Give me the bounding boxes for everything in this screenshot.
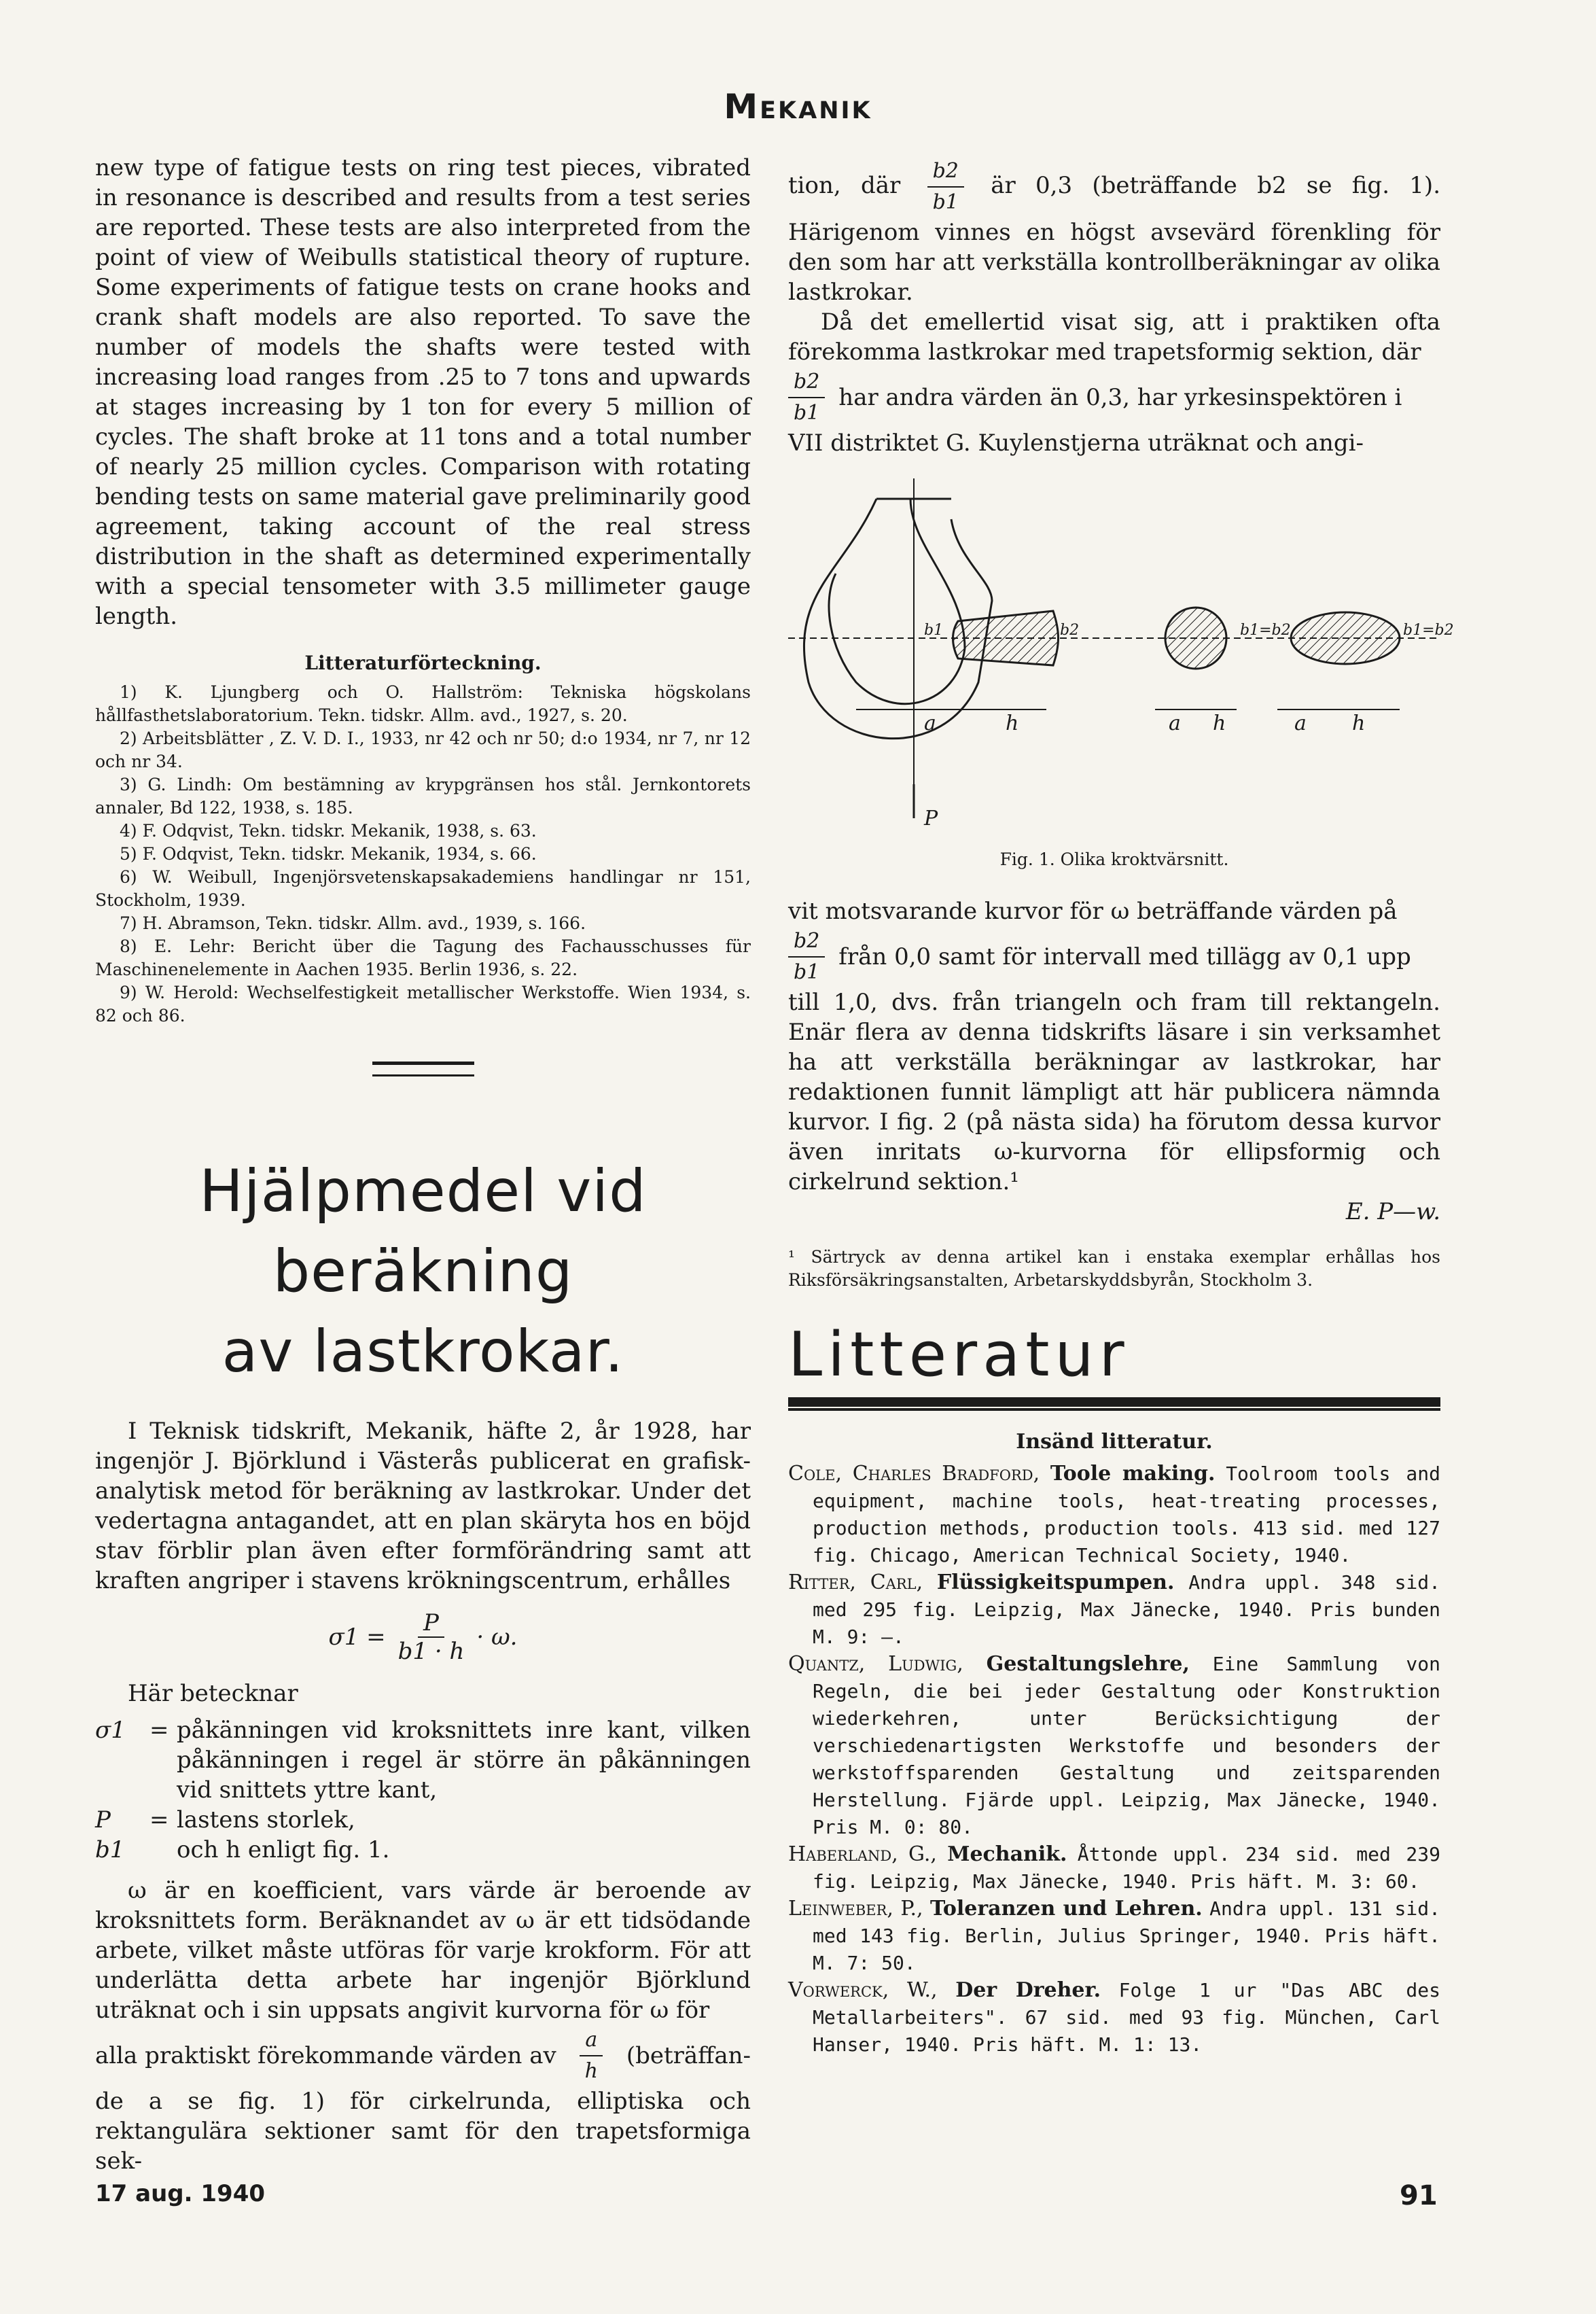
literature-author: Cole, Charles Bradford, (788, 1462, 1040, 1486)
left-column (95, 153, 751, 2176)
article-paragraph-1: I Teknisk tidskrift, Mekanik, häfte 2, år 1928, har ingenjör J. Björklund i Västerås publicerat en grafisk-analytisk metod för beräkning av lastkrokar. Under det vedertagna antagandet, att en plan skäryta hos en böjd stav förblir plan även efter formförändring samt att kraften angriper i stavens krökningscentrum, erhålles (95, 1418, 751, 1594)
reference-item: 7) H. Abramson, Tekn. tidskr. Allm. avd., 1939, s. 166. (120, 913, 586, 933)
reference-item: 3) G. Lindh: Om bestämning av krypgränsen hos stål. Jernkontorets annaler, Bd 122, 1938, s. 185. (95, 775, 751, 818)
literature-author: Quantz, Ludwig, (788, 1652, 963, 1676)
literature-author: Ritter, Carl, (788, 1571, 923, 1594)
stress-formula (95, 1609, 751, 1665)
reference-item: 6) W. Weibull, Ingenjörsvetenskapsakademiens handlingar nr 151, Stockholm, 1939. (95, 867, 751, 910)
a-over-h-fraction (580, 2025, 603, 2086)
article-title-line1: Hjälpmedel vid beräkning (199, 1157, 647, 1305)
symbol-definitions (95, 1715, 751, 1865)
definition-eq: = (149, 1806, 169, 1834)
article-paragraph-2: ω är en koefficient, vars värde är beroende av kroksnittets form. Beräknandet av ω är ett tidsödande arbete, vilket måste utföras för varje krokform. För att underlätta detta arbete har ingenjör Björklund uträknat och i sin uppsats angivit kurvorna för ω för (95, 1877, 751, 2024)
hook-cross-sections-diagram (788, 478, 1454, 845)
literature-details: Folge 1 ur "Das ABC des Metallarbeiters". 67 sid. med 93 fig. München, Carl Hanser, 1940. Pris häft. M. 1: 13. (813, 1979, 1440, 2056)
hook-outline-inner (829, 499, 965, 704)
definition-desc: lastens storlek, (177, 1806, 355, 1834)
literature-title: Toole making. (1050, 1462, 1216, 1486)
right-paragraph-2: Då det emellertid visat sig, att i praktiken ofta förekomma lastkrokar med trapetsformig sektion, där (788, 309, 1440, 366)
literature-thin-rule (788, 1408, 1440, 1411)
reference-item: 8) E. Lehr: Bericht über die Tagung des Fachausschusses für Maschinenelemente in Aachen 1935. Berlin 1936, s. 22. (95, 936, 751, 979)
formula-lhs: σ1 = (328, 1624, 386, 1651)
right-column (788, 156, 1454, 2058)
literature-thick-rule (788, 1397, 1440, 1407)
literature-title: Litteratur (788, 1319, 1130, 1390)
label-h-3: h (1352, 712, 1366, 735)
label-a-3: a (1294, 712, 1307, 735)
article-body-2 (95, 1876, 751, 2176)
label-b2: b2 (1060, 622, 1080, 639)
b2-over-b1-fraction (927, 156, 964, 217)
literature-title: Mechanik. (947, 1842, 1067, 1866)
article-title (95, 1151, 751, 1392)
article-paragraph-3 (95, 2025, 751, 2086)
a-over-h-den: h (584, 2059, 598, 2083)
literature-details: Andra uppl. 131 sid. med 143 fig. Berlin, Julius Springer, 1940. Pris häft. M. 7: 50. (813, 1897, 1440, 1974)
literature-title: Flüssigkeitspumpen. (936, 1571, 1175, 1594)
label-a-1: a (924, 712, 936, 735)
formula-denominator: b1 · h (397, 1638, 465, 1665)
literature-author: Leinweber, P., (788, 1897, 923, 1921)
definition-desc: och h enligt fig. 1. (177, 1836, 390, 1863)
reference-item: 1) K. Ljungberg och O. Hallström: Tekniska högskolans hållfasthetslaboratorium. Tekn. tidskr. Allm. avd., 1927, s. 20. (95, 682, 751, 725)
right-paragraph-3b (788, 926, 1440, 987)
definition-sym: P (95, 1806, 111, 1834)
reference-item: 5) F. Odqvist, Tekn. tidskr. Mekanik, 1934, s. 66. (120, 844, 537, 864)
literature-item (788, 1977, 1440, 2058)
definition-row (95, 1835, 751, 1865)
definition-eq: = (149, 1717, 169, 1744)
reference-item: 9) W. Herold: Wechselfestigkeit metallischer Werkstoffe. Wien 1934, s. 82 och 86. (95, 983, 751, 1025)
literature-list (788, 1460, 1440, 2058)
section-divider (372, 1062, 474, 1076)
label-h-2: h (1213, 712, 1226, 735)
right-body (788, 156, 1440, 458)
b2-over-b1-num: b2 (927, 156, 964, 188)
formula-fraction (393, 1609, 470, 1665)
literature-item (788, 1841, 1440, 1895)
right-paragraph-1 (788, 156, 1440, 307)
right-paragraph-2c: VII distriktet G. Kuylenstjerna uträknat och angi- (788, 430, 1364, 457)
label-h-1: h (1006, 712, 1019, 735)
definition-sym: σ1 (95, 1717, 126, 1744)
section-header: Mekanik (724, 87, 872, 126)
literature-details: Andra uppl. 348 sid. med 295 fig. Leipzig, Max Jänecke, 1940. Pris bunden M. 9: —. (813, 1571, 1440, 1648)
here-denotes (95, 1679, 751, 1708)
here-denotes-text: Här betecknar (128, 1680, 298, 1707)
definition-row (95, 1805, 751, 1835)
literature-details: Åttonde uppl. 234 sid. med 239 fig. Leipzig, Max Jänecke, 1940. Pris häft. M. 3: 60. (813, 1843, 1440, 1893)
article-body (95, 1416, 751, 1596)
right-paragraph-3: vit motsvarande kurvor för ω beträffande värden på (788, 898, 1398, 925)
p3-pre: alla praktiskt förekommande värden av (95, 2042, 556, 2069)
footer-date: 17 aug. 1940 (95, 2180, 266, 2207)
b2-over-b1-fraction-2 (788, 367, 825, 428)
label-a-2: a (1169, 712, 1181, 735)
b2-over-b1-den-2: b1 (794, 401, 820, 425)
definition-eq (149, 1835, 177, 1865)
reference-item: 2) Arbeitsblätter , Z. V. D. I., 1933, nr 42 och nr 50; d:o 1934, nr 7, nr 12 och nr 34. (95, 729, 751, 771)
p1-pre: tion, där (788, 172, 901, 199)
article-title-line2: av lastkrokar. (221, 1318, 624, 1386)
p2b-post: har andra värden än 0,3, har yrkesinspektören i (838, 384, 1402, 411)
literature-title: Der Dreher. (955, 1978, 1101, 2002)
b2-over-b1-fraction-3 (788, 926, 825, 987)
label-b1-ellipse: b1=b2 (1403, 622, 1454, 639)
figure-1 (788, 478, 1454, 869)
literature-author: Haberland, G., (788, 1842, 937, 1866)
b2-over-b1-den-3: b1 (794, 960, 820, 984)
b2-over-b1-num-2: b2 (788, 367, 825, 398)
references-title: Litteraturförteckning. (304, 652, 542, 674)
definition-sym: b1 (95, 1836, 125, 1863)
literature-author: Vorwerck, W., (788, 1978, 938, 2002)
literature-details: Toolroom tools and equipment, machine tools, heat-treating processes, production methods, production tools. 413 sid. med 127 fig. Chicago, American Technical Society, 1940. (813, 1462, 1440, 1566)
right-paragraph-4: till 1,0, dvs. från triangeln och fram till rektangeln. Enär flera av denna tidskrifts läsare i sin verksamhet ha att verkställa beräkningar av lastkrokar, har redaktionen funnit lämpligt att här publicera nämnda kurvor. I fig. 2 (på nästa sida) ha förutom dessa kurvor även inritats ω-kurvorna för ellipsformig och cirkelrund sektion.¹ (788, 989, 1440, 1195)
literature-details: Eine Sammlung von Regeln, die bei jeder Gestaltung oder Konstruktion wiederkehren, unter Berücksichtigung der verschiedenartigsten Werkstoffe und besonders der werkstoffsparenden Gestaltung und zeitsparenden Herstellung. Fjärde uppl. Leipzig, Max Jänecke, 1940. Pris M. 0: 80. (813, 1653, 1440, 1838)
formula-tail: · ω. (476, 1624, 518, 1651)
page-number: 91 (1400, 2180, 1438, 2211)
definition-row (95, 1715, 751, 1805)
formula-numerator: P (418, 1609, 444, 1638)
p1-post: är 0,3 (beträffande b2 se fig. 1). Härigenom vinnes en högst avsevärd förenkling för den som har att verkställa kontrollberäkningar av olika lastkrokar. (788, 172, 1440, 306)
p3-post: (beträffan- (626, 2042, 751, 2069)
label-P: P (924, 807, 938, 830)
b2-over-b1-den: b1 (932, 190, 959, 214)
label-b1: b1 (924, 622, 944, 639)
literature-item (788, 1569, 1440, 1651)
figure-caption: Fig. 1. Olika kroktvärsnitt. (999, 849, 1229, 869)
english-summary (95, 153, 751, 631)
author-signature: E. P—w. (1345, 1198, 1440, 1225)
footnote: ¹ Särtryck av denna artikel kan i enstaka exemplar erhållas hos Riksförsäkringsanstalten, Arbetarskyddsbyrån, Stockholm 3. (788, 1247, 1440, 1290)
literature-item (788, 1651, 1440, 1841)
right-paragraph-2b (788, 367, 1440, 428)
literature-item (788, 1460, 1440, 1569)
literature-item (788, 1895, 1440, 1977)
label-b1-circle: b1=b2 (1240, 622, 1291, 639)
reference-item: 4) F. Odqvist, Tekn. tidskr. Mekanik, 1938, s. 63. (120, 821, 537, 841)
a-over-h-num: a (580, 2025, 603, 2056)
right-body-2 (788, 896, 1440, 1227)
b2-over-b1-num-3: b2 (788, 926, 825, 958)
article-paragraph-3-cont: de a se fig. 1) för cirkelrunda, elliptiska och rektangulära sektioner samt för den trapetsformiga sek- (95, 2088, 751, 2175)
literature-title: Toleranzen und Lehren. (929, 1897, 1203, 1921)
summary-paragraph: new type of fatigue tests on ring test pieces, vibrated in resonance is described and results from a test series are reported. These tests are also interpreted from the point of view of Weibulls statistical theory of rupture. Some experiments of fatigue tests on crane hooks and crank shaft models are also reported. To save the number of models the shafts were tested with increasing load ranges from .25 to 7 tons and upwards at stages increasing by 1 ton for every 5 million of cycles. The shaft broke at 11 tons and a total number of nearly 25 million cycles. Comparison with rotating bending tests on same material gave preliminarily good agreement, taking account of the real stress distribution in the shaft as determined experimentally with a special tensometer with 3.5 millimeter gauge length. (95, 154, 751, 630)
literature-title: Gestaltungslehre, (986, 1652, 1190, 1676)
definition-desc: påkänningen vid kroksnittets inre kant, vilken påkänningen i regel är större än påkänningen vid snittets yttre kant, (177, 1717, 751, 1804)
p3-post-right: från 0,0 samt för intervall med tillägg av 0,1 upp (838, 943, 1411, 970)
references-list (95, 681, 751, 1028)
literature-subtitle: Insänd litteratur. (1016, 1430, 1213, 1454)
